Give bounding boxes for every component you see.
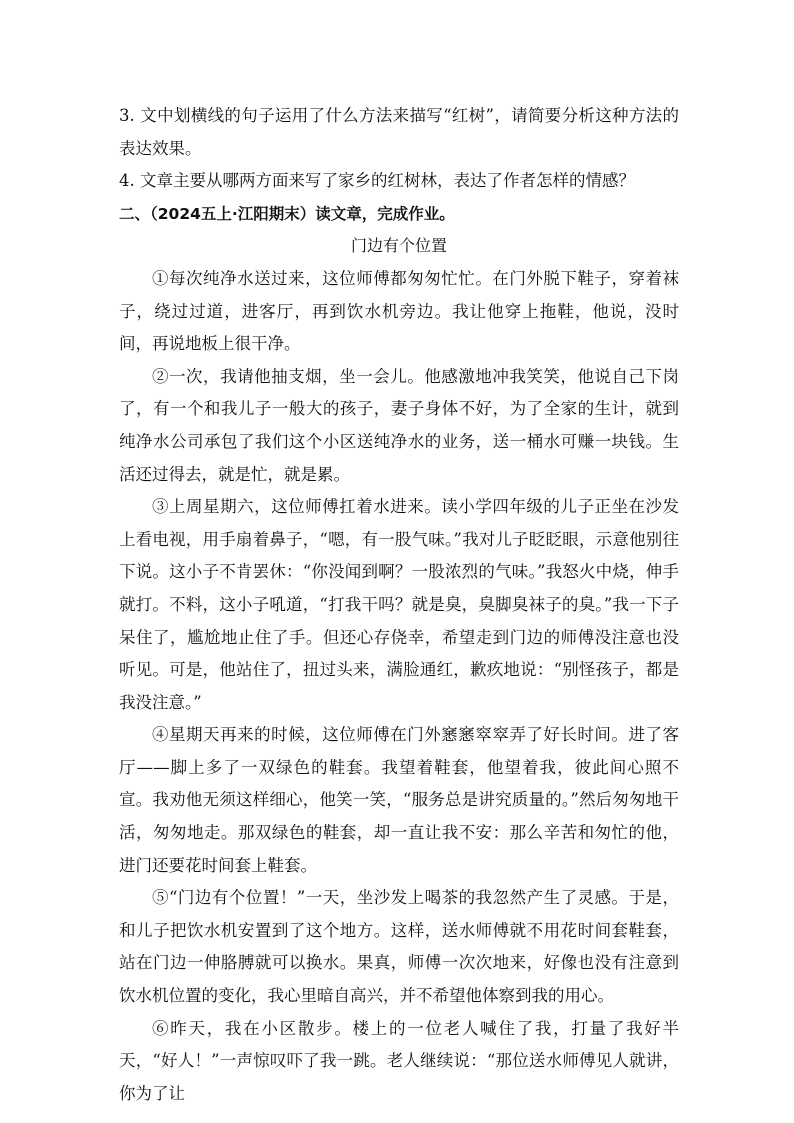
article-paragraph-4: ④星期天再来的时候，这位师傅在门外窸窸窣窣弄了好长时间。进了客厅——脚上多了一双绿色的鞋套。我望着鞋套，他望着我，彼此间心照不宣。我劝他无须这样细心，他笑一笑，“服务总是讲究质量的。”然后匆匆地干活，匆匆地走。那双绿色的鞋套，却一直让我不安：那么辛苦和匆忙的他，进门还要花时间套上鞋套。 bbox=[119, 725, 679, 875]
article-paragraph-3: ③上周星期六，这位师傅扛着水进来。读小学四年级的儿子正坐在沙发上看电视，用手扇着鼻子，“嗯，有一股气味。”我对儿子眨眨眼，示意他别往下说。这小子不肯罢休：“你没闻到啊？一股浓烈的气味。”我怒火中烧，伸手就打。不料，这小子吼道，“打我干吗？就是臭，臭脚臭袜子的臭。”我一下子呆住了，尴尬地止住了手。但还心存侥幸，希望走到门边的师傅没注意也没听见。可是，他站住了，扭过头来，满脸通红，歉疚地说：“别怪孩子，都是我没注意。” bbox=[119, 497, 679, 712]
document-body bbox=[119, 100, 679, 1110]
article-paragraph-1: ①每次纯净水送过来，这位师傅都匆匆忙忙。在门外脱下鞋子，穿着袜子，绕过过道，进客厅，再到饮水机旁边。我让他穿上拖鞋，他说，没时间，再说地板上很干净。 bbox=[119, 268, 679, 354]
section-heading: 二、（2024五上·江阳期末）读文章，完成作业。 bbox=[119, 204, 455, 223]
question-4: 4. 文章主要从哪两方面来写了家乡的红树林，表达了作者怎样的情感？ bbox=[119, 171, 635, 191]
question-3: 3. 文中划横线的句子运用了什么方法来描写“红树”，请简要分析这种方法的表达效果。 bbox=[119, 106, 679, 158]
article-title: 门边有个位置 bbox=[350, 236, 447, 256]
article-paragraph-5: ⑤“门边有个位置！”一天，坐沙发上喝茶的我忽然产生了灵感。于是，和儿子把饮水机安置到了这个地方。这样，送水师傅就不用花时间套鞋套，站在门边一伸胳膊就可以换水。果真，师傅一次次地来，好像也没有注意到饮水机位置的变化，我心里暗自高兴，并不希望他体察到我的用心。 bbox=[119, 888, 679, 1006]
article-paragraph-2: ②一次，我请他抽支烟，坐一会儿。他感激地冲我笑笑，他说自己下岗了，有一个和我儿子一般大的孩子，妻子身体不好，为了全家的生计，就到纯净水公司承包了我们这个小区送纯净水的业务，送一桶水可赚一块钱。生活还过得去，就是忙，就是累。 bbox=[119, 366, 679, 484]
article-paragraph-6: ⑥昨天，我在小区散步。楼上的一位老人喊住了我，打量了我好半天，“好人！”一声惊叹吓了我一跳。老人继续说：“那位送水师傅见人就讲，你为了让 bbox=[119, 1018, 679, 1103]
